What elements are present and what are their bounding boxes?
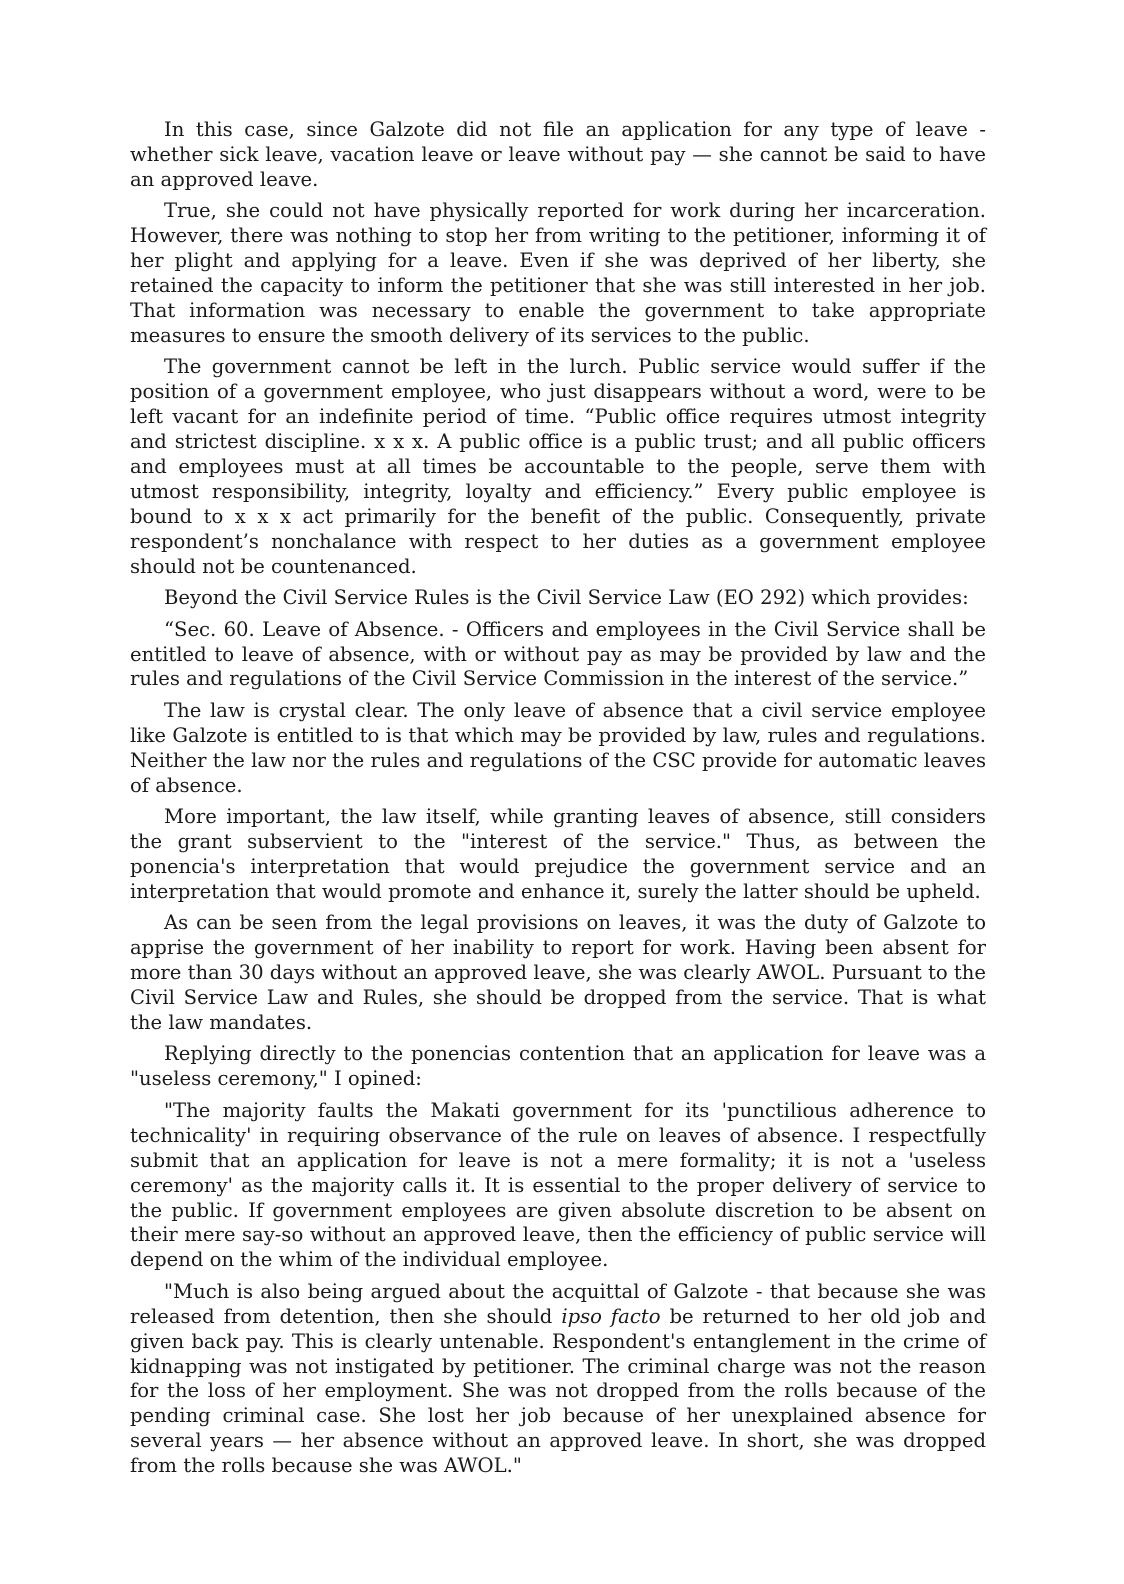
paragraph-4: Beyond the Civil Service Rules is the Civil Service Law (EO 292) which provides: <box>164 586 969 610</box>
paragraph-2: True, she could not have physically reported for work during her incarceration. However, there was nothing to stop her from writing to the petitioner, informing it of her plight and applying for a leave. Even if she was deprived of her liberty, she retained the capacity to inform the petitioner that she was still interested in her job. That information was necessary to enable the government to take appropriate measures to ensure the smooth delivery of its services to the public. <box>130 199 986 347</box>
paragraph-11-italic-term: ipso facto <box>561 1304 661 1328</box>
paragraph-9: Replying directly to the ponencias contention that an application for leave was a "useless ceremony," I opined: <box>130 1042 986 1091</box>
document-body <box>130 118 986 1486</box>
paragraph-6: The law is crystal clear. The only leave of absence that a civil service employee like Galzote is entitled to is that which may be provided by law, rules and regulations. Neither the law nor the rules and regulations of the CSC provide for automatic leaves of absence. <box>130 698 986 797</box>
paragraph-8: As can be seen from the legal provisions on leaves, it was the duty of Galzote to apprise the government of her inability to report for work. Having been absent for more than 30 days without an approved leave, she was clearly AWOL. Pursuant to the Civil Service Law and Rules, she should be dropped from the service. That is what the law mandates. <box>130 911 986 1034</box>
paragraph-11-quote <box>130 1280 986 1479</box>
paragraph-11-text-before: "Much is also being argued about the acquittal of Galzote - that because she was released from detention, then she should <box>130 1279 986 1328</box>
paragraph-7: More important, the law itself, while granting leaves of absence, still considers the grant subservient to the "interest of the service." Thus, as between the ponencia's interpretation that would prejudice the government service and an interpretation that would promote and enhance it, surely the latter should be upheld. <box>130 805 986 903</box>
paragraph-10-quote: "The majority faults the Makati government for its 'punctilious adherence to technicality' in requiring observance of the rule on leaves of absence. I respectfully submit that an application for leave is not a mere formality; it is not a 'useless ceremony' as the majority calls it. It is essential to the proper delivery of service to the public. If government employees are given absolute discretion to be absent on their mere say-so without an approved leave, then the efficiency of public service will depend on the whim of the individual employee. <box>130 1098 986 1272</box>
paragraph-11-text-after: be returned to her old job and given back pay. This is clearly untenable. Respondent's entanglement in the crime of kidnapping was not instigated by petitioner. The criminal charge was not the reason for the loss of her employment. She was not dropped from the rolls because of the pending criminal case. She lost her job because of her unexplained absence for several years — her absence without an approved leave. In short, she was dropped from the rolls because she was AWOL." <box>130 1304 987 1478</box>
paragraph-1: In this case, since Galzote did not file an application for any type of leave - whether sick leave, vacation leave or leave without pay — she cannot be said to have an approved leave. <box>130 118 986 191</box>
paragraph-3: The government cannot be left in the lurch. Public service would suffer if the position of a government employee, who just disappears without a word, were to be left vacant for an indefinite period of time. “Public office requires utmost integrity and strictest discipline. x x x. A public office is a public trust; and all public officers and employees must at all times be accountable to the people, serve them with utmost responsibility, integrity, loyalty and efficiency.” Every public employee is bound to x x x act primarily for the benefit of the public. Consequently, private respondent’s nonchalance with respect to her duties as a government employee should not be countenanced. <box>130 355 986 578</box>
paragraph-5-quote-sec-60: “Sec. 60. Leave of Absence. - Officers and employees in the Civil Service shall be entitled to leave of absence, with or without pay as may be provided by law and the rules and regulations of the Civil Service Commission in the interest of the service.” <box>130 617 986 691</box>
